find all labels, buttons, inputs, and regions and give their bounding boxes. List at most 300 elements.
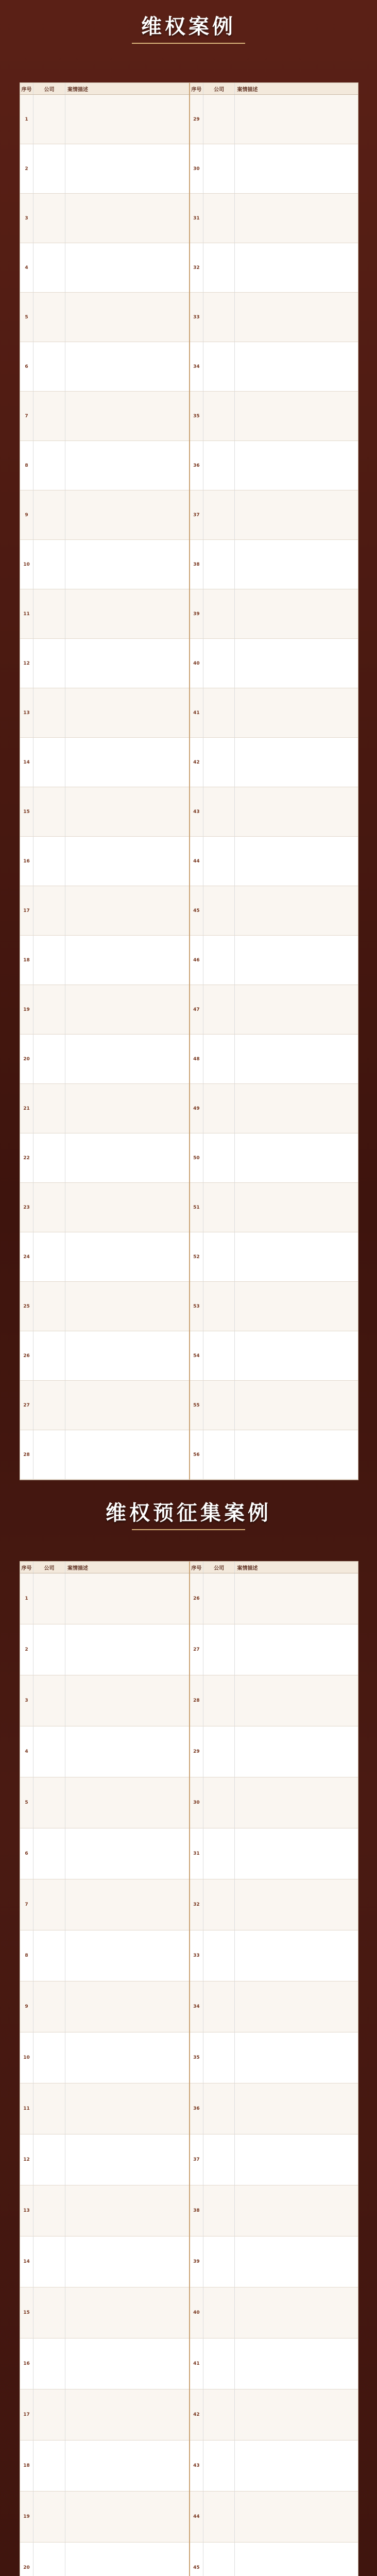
row-number: 16 xyxy=(20,837,33,886)
cases-title: 维权案例 xyxy=(141,14,236,39)
case-description xyxy=(235,589,358,638)
case-description xyxy=(65,738,189,787)
table-row xyxy=(190,95,358,144)
row-number: 38 xyxy=(190,2185,203,2236)
row-number: 35 xyxy=(190,2032,203,2083)
table-row xyxy=(190,342,358,392)
row-number: 47 xyxy=(190,985,203,1034)
table-row xyxy=(20,1035,189,1084)
case-description xyxy=(65,194,189,243)
row-number: 11 xyxy=(20,2083,33,2134)
header-description: 案情描述 xyxy=(237,1565,258,1571)
company-name xyxy=(33,342,65,391)
row-number: 32 xyxy=(190,1879,203,1930)
row-number: 21 xyxy=(20,1084,33,1133)
table-row xyxy=(20,1777,189,1828)
row-number: 23 xyxy=(20,1183,33,1232)
company-name xyxy=(203,293,235,342)
company-name xyxy=(203,95,235,144)
table-row xyxy=(20,1331,189,1381)
row-number: 42 xyxy=(190,738,203,787)
company-name xyxy=(33,1430,65,1479)
row-number: 7 xyxy=(20,392,33,440)
header-company: 公司 xyxy=(33,83,65,94)
company-name xyxy=(33,2185,65,2236)
company-name xyxy=(33,144,65,193)
row-number: 42 xyxy=(190,2389,203,2440)
row-number: 1 xyxy=(20,95,33,144)
case-description xyxy=(235,1331,358,1380)
table-row xyxy=(190,1232,358,1282)
company-name xyxy=(203,886,235,935)
row-number: 25 xyxy=(20,1282,33,1331)
row-number: 36 xyxy=(190,2083,203,2134)
row-number: 29 xyxy=(190,95,203,144)
case-description xyxy=(65,1232,189,1281)
company-name xyxy=(33,837,65,886)
case-description xyxy=(235,2338,358,2389)
case-description xyxy=(235,1282,358,1331)
row-number: 2 xyxy=(20,1624,33,1675)
table-row xyxy=(190,1331,358,1381)
row-number: 8 xyxy=(20,1930,33,1981)
table-row xyxy=(20,1183,189,1232)
table-row xyxy=(190,2492,358,2543)
case-description xyxy=(235,1381,358,1430)
row-number: 52 xyxy=(190,1232,203,1281)
row-number: 26 xyxy=(20,1331,33,1380)
company-name xyxy=(33,1331,65,1380)
row-number: 28 xyxy=(20,1430,33,1479)
table-row xyxy=(20,2338,189,2389)
row-number: 3 xyxy=(20,194,33,243)
case-description xyxy=(235,639,358,688)
case-description xyxy=(65,688,189,737)
row-number: 51 xyxy=(190,1183,203,1232)
row-number: 40 xyxy=(190,2287,203,2338)
case-description xyxy=(65,2389,189,2440)
header-no: 序号 xyxy=(20,83,33,94)
case-description xyxy=(235,1777,358,1828)
row-number: 4 xyxy=(20,1726,33,1777)
table-row xyxy=(20,1381,189,1430)
table-row xyxy=(190,2032,358,2083)
precollect-title-rule xyxy=(132,1529,245,1530)
company-name xyxy=(33,985,65,1034)
case-description xyxy=(65,2083,189,2134)
company-name xyxy=(203,1381,235,1430)
row-number: 10 xyxy=(20,2032,33,2083)
company-name xyxy=(203,441,235,490)
company-name xyxy=(203,1879,235,1930)
table-row xyxy=(190,243,358,293)
company-name xyxy=(203,144,235,193)
case-description xyxy=(235,1981,358,2032)
table-row xyxy=(190,1183,358,1232)
table-row xyxy=(190,490,358,540)
case-description xyxy=(235,2236,358,2287)
header-company: 公司 xyxy=(33,1562,65,1573)
row-number: 8 xyxy=(20,441,33,490)
company-name xyxy=(203,2492,235,2542)
company-name xyxy=(33,1573,65,1624)
row-number: 55 xyxy=(190,1381,203,1430)
company-name xyxy=(203,194,235,243)
case-description xyxy=(65,985,189,1034)
table-row xyxy=(20,837,189,886)
row-number: 19 xyxy=(20,2492,33,2542)
case-description xyxy=(65,1430,189,1479)
table-row xyxy=(20,2492,189,2543)
header-no: 序号 xyxy=(190,83,203,94)
row-number: 31 xyxy=(190,1828,203,1879)
company-name xyxy=(203,392,235,440)
case-description xyxy=(235,787,358,836)
case-description xyxy=(65,2338,189,2389)
company-name xyxy=(203,1430,235,1479)
row-number: 50 xyxy=(190,1133,203,1182)
company-name xyxy=(33,2543,65,2576)
table-row xyxy=(190,985,358,1035)
table-row xyxy=(20,1430,189,1480)
company-name xyxy=(203,2032,235,2083)
company-name xyxy=(203,1232,235,1281)
table-row xyxy=(20,2287,189,2338)
case-description xyxy=(235,2185,358,2236)
table-row xyxy=(190,392,358,441)
case-description xyxy=(65,144,189,193)
row-number: 46 xyxy=(190,936,203,985)
row-number: 24 xyxy=(20,1232,33,1281)
table-row xyxy=(20,1726,189,1777)
row-number: 43 xyxy=(190,2441,203,2491)
row-number: 39 xyxy=(190,589,203,638)
company-name xyxy=(33,639,65,688)
cases-table xyxy=(20,82,358,1480)
table-row xyxy=(20,1828,189,1879)
case-description xyxy=(65,243,189,292)
table-row xyxy=(190,1035,358,1084)
table-row xyxy=(20,293,189,342)
row-number: 4 xyxy=(20,243,33,292)
table-row xyxy=(190,2441,358,2492)
cases-intro-line xyxy=(20,67,357,77)
table-row xyxy=(20,441,189,490)
company-name xyxy=(33,1381,65,1430)
company-name xyxy=(203,1726,235,1777)
row-number: 7 xyxy=(20,1879,33,1930)
table-row xyxy=(190,2389,358,2441)
table-row xyxy=(20,342,189,392)
company-name xyxy=(203,639,235,688)
company-name xyxy=(33,441,65,490)
row-number: 36 xyxy=(190,441,203,490)
company-name xyxy=(203,2236,235,2287)
case-description xyxy=(235,2032,358,2083)
table-header xyxy=(190,83,358,95)
row-number: 56 xyxy=(190,1430,203,1479)
case-description xyxy=(65,2287,189,2338)
company-name xyxy=(33,589,65,638)
company-name xyxy=(33,1726,65,1777)
table-row xyxy=(190,589,358,639)
table-row xyxy=(20,589,189,639)
company-name xyxy=(33,2134,65,2185)
table-row xyxy=(190,2185,358,2236)
company-name xyxy=(33,738,65,787)
case-description xyxy=(235,2543,358,2576)
case-description xyxy=(65,639,189,688)
company-name xyxy=(33,1183,65,1232)
company-name xyxy=(33,540,65,589)
table-row xyxy=(20,639,189,688)
company-name xyxy=(33,936,65,985)
table-row xyxy=(20,886,189,936)
company-name xyxy=(33,688,65,737)
row-number: 37 xyxy=(190,490,203,539)
table-row xyxy=(20,2389,189,2441)
company-name xyxy=(33,1035,65,1083)
table-row xyxy=(190,1084,358,1133)
case-description xyxy=(65,293,189,342)
case-description xyxy=(235,1430,358,1479)
header-no: 序号 xyxy=(190,1562,203,1573)
company-name xyxy=(33,2338,65,2389)
case-description xyxy=(235,1183,358,1232)
row-number: 14 xyxy=(20,738,33,787)
company-name xyxy=(33,1930,65,1981)
row-number: 13 xyxy=(20,688,33,737)
company-name xyxy=(33,1675,65,1726)
row-number: 12 xyxy=(20,639,33,688)
row-number: 43 xyxy=(190,787,203,836)
company-name xyxy=(203,589,235,638)
case-description xyxy=(65,1381,189,1430)
case-description xyxy=(65,1035,189,1083)
row-number: 11 xyxy=(20,589,33,638)
row-number: 18 xyxy=(20,2441,33,2491)
company-name xyxy=(33,1084,65,1133)
row-number: 17 xyxy=(20,2389,33,2440)
case-description xyxy=(235,342,358,391)
company-name xyxy=(33,194,65,243)
precollect-left-column xyxy=(20,1562,189,2576)
table-row xyxy=(20,1879,189,1930)
company-name xyxy=(203,243,235,292)
row-number: 41 xyxy=(190,688,203,737)
company-name xyxy=(33,1232,65,1281)
case-description xyxy=(65,2134,189,2185)
table-row xyxy=(20,1981,189,2032)
company-name xyxy=(33,1777,65,1828)
company-name xyxy=(203,540,235,589)
case-description xyxy=(235,1828,358,1879)
table-row xyxy=(20,490,189,540)
case-description xyxy=(65,392,189,440)
case-description xyxy=(235,837,358,886)
case-description xyxy=(235,441,358,490)
table-row xyxy=(20,1930,189,1981)
table-row xyxy=(20,1675,189,1726)
row-number: 19 xyxy=(20,985,33,1034)
precollect-intro xyxy=(20,1535,357,1554)
cases-intro xyxy=(20,49,357,77)
row-number: 27 xyxy=(190,1624,203,1675)
table-row xyxy=(20,2185,189,2236)
table-row xyxy=(190,1675,358,1726)
company-name xyxy=(33,490,65,539)
row-number: 9 xyxy=(20,490,33,539)
case-description xyxy=(65,2032,189,2083)
case-description xyxy=(65,1930,189,1981)
company-name xyxy=(203,1573,235,1624)
precollect-header xyxy=(0,1497,377,1530)
table-row xyxy=(190,1573,358,1624)
company-name xyxy=(33,2287,65,2338)
row-number: 38 xyxy=(190,540,203,589)
case-description xyxy=(65,1828,189,1879)
company-name xyxy=(33,1624,65,1675)
table-row xyxy=(20,688,189,738)
row-number: 26 xyxy=(190,1573,203,1624)
table-row xyxy=(190,639,358,688)
row-number: 45 xyxy=(190,886,203,935)
case-description xyxy=(65,1282,189,1331)
table-row xyxy=(190,1624,358,1675)
row-number: 14 xyxy=(20,2236,33,2287)
company-name xyxy=(33,2441,65,2491)
table-header xyxy=(20,1562,189,1573)
row-number: 33 xyxy=(190,1930,203,1981)
table-row xyxy=(20,1573,189,1624)
case-description xyxy=(65,787,189,836)
row-number: 12 xyxy=(20,2134,33,2185)
cases-intro-line xyxy=(20,49,357,58)
precollect-intro-line xyxy=(20,1545,357,1554)
table-row xyxy=(20,1624,189,1675)
company-name xyxy=(33,1133,65,1182)
case-description xyxy=(235,1084,358,1133)
table-row xyxy=(190,2338,358,2389)
row-number: 22 xyxy=(20,1133,33,1182)
company-name xyxy=(203,2543,235,2576)
cases-intro-line xyxy=(20,58,357,67)
row-number: 37 xyxy=(190,2134,203,2185)
row-number: 1 xyxy=(20,1573,33,1624)
case-description xyxy=(235,1726,358,1777)
case-description xyxy=(235,1232,358,1281)
case-description xyxy=(235,886,358,935)
table-row xyxy=(20,243,189,293)
row-number: 44 xyxy=(190,837,203,886)
row-number: 17 xyxy=(20,886,33,935)
row-number: 34 xyxy=(190,342,203,391)
case-description xyxy=(235,1035,358,1083)
company-name xyxy=(203,1282,235,1331)
table-row xyxy=(20,144,189,194)
case-description xyxy=(235,392,358,440)
row-number: 20 xyxy=(20,1035,33,1083)
table-row xyxy=(190,1430,358,1480)
table-row xyxy=(20,2543,189,2576)
company-name xyxy=(203,1675,235,1726)
table-row xyxy=(190,293,358,342)
case-description xyxy=(65,2543,189,2576)
company-name xyxy=(33,2389,65,2440)
table-row xyxy=(190,837,358,886)
row-number: 49 xyxy=(190,1084,203,1133)
table-row xyxy=(190,1879,358,1930)
case-description xyxy=(235,2083,358,2134)
company-name xyxy=(203,1084,235,1133)
table-header xyxy=(190,1562,358,1573)
case-description xyxy=(65,1879,189,1930)
cases-right-column xyxy=(189,83,358,1480)
case-description xyxy=(235,490,358,539)
row-number: 33 xyxy=(190,293,203,342)
case-description xyxy=(235,1133,358,1182)
case-description xyxy=(235,688,358,737)
table-row xyxy=(190,144,358,194)
company-name xyxy=(203,2185,235,2236)
company-name xyxy=(33,2236,65,2287)
case-description xyxy=(65,490,189,539)
company-name xyxy=(33,95,65,144)
table-row xyxy=(20,194,189,243)
company-name xyxy=(33,1879,65,1930)
company-name xyxy=(203,688,235,737)
table-row xyxy=(20,738,189,787)
table-header xyxy=(20,83,189,95)
table-row xyxy=(20,787,189,837)
row-number: 40 xyxy=(190,639,203,688)
company-name xyxy=(33,293,65,342)
company-name xyxy=(33,1981,65,2032)
company-name xyxy=(33,243,65,292)
row-number: 5 xyxy=(20,293,33,342)
row-number: 13 xyxy=(20,2185,33,2236)
company-name xyxy=(203,2338,235,2389)
case-description xyxy=(235,540,358,589)
case-description xyxy=(65,1133,189,1182)
company-name xyxy=(203,2134,235,2185)
company-name xyxy=(33,392,65,440)
case-description xyxy=(65,342,189,391)
case-description xyxy=(235,985,358,1034)
case-description xyxy=(65,2185,189,2236)
case-description xyxy=(65,589,189,638)
row-number: 10 xyxy=(20,540,33,589)
case-description xyxy=(235,1879,358,1930)
table-row xyxy=(190,540,358,589)
case-description xyxy=(235,2492,358,2542)
case-description xyxy=(235,95,358,144)
row-number: 28 xyxy=(190,1675,203,1726)
case-description xyxy=(65,936,189,985)
case-description xyxy=(235,144,358,193)
table-row xyxy=(20,2441,189,2492)
row-number: 34 xyxy=(190,1981,203,2032)
cases-left-column xyxy=(20,83,189,1480)
case-description xyxy=(65,1777,189,1828)
row-number: 15 xyxy=(20,2287,33,2338)
case-description xyxy=(235,1675,358,1726)
case-description xyxy=(235,2389,358,2440)
table-row xyxy=(190,2236,358,2287)
row-number: 53 xyxy=(190,1282,203,1331)
row-number: 16 xyxy=(20,2338,33,2389)
company-name xyxy=(203,342,235,391)
